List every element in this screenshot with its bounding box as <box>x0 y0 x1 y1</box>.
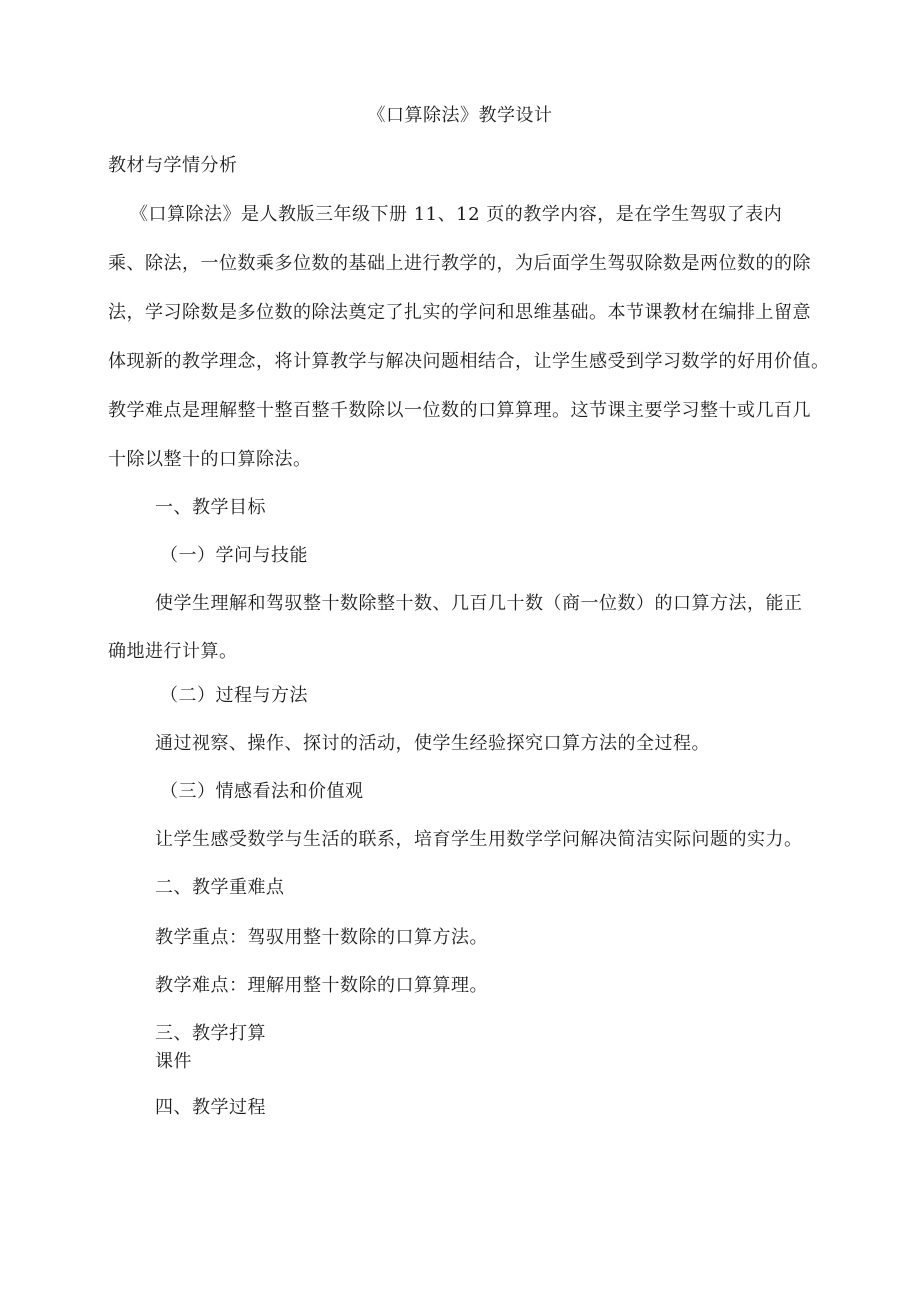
analysis-line-1: 《口算除法》是人教版三年级下册 11、12 页的教学内容，是在学生驾驭了表内 <box>130 204 783 225</box>
section-heading-analysis: 教材与学情分析 <box>108 155 238 176</box>
goal3-text: 让学生感受数学与生活的联系，培育学生用数学学问解决简洁实际问题的实力。 <box>155 829 803 850</box>
section-heading-process: 四、教学过程 <box>155 1097 266 1118</box>
analysis-line-3: 法，学习除数是多位数的除法奠定了扎实的学问和思维基础。本节课教材在编排上留意 <box>108 302 811 323</box>
section-heading-goals: 一、教学目标 <box>155 497 266 518</box>
difficult-point-text: 教学难点：理解用整十数除的口算算理。 <box>155 975 488 996</box>
analysis-line-6: 十除以整十的口算除法。 <box>108 449 312 470</box>
goal2-heading: （二）过程与方法 <box>160 685 308 706</box>
analysis-line-2: 乘、除法，一位数乘多位数的基础上进行教学的，为后面学生驾驭除数是两位数的的除 <box>108 253 811 274</box>
key-point-text: 教学重点：驾驭用整十数除的口算方法。 <box>155 927 488 948</box>
goal1-line-2: 确地进行计算。 <box>108 641 238 662</box>
analysis-line-5: 教学难点是理解整十整百整千数除以一位数的口算算理。这节课主要学习整十或几百几 <box>108 400 811 421</box>
goal2-text: 通过视察、操作、探讨的活动，使学生经验探究口算方法的全过程。 <box>155 733 710 754</box>
goal1-heading: （一）学问与技能 <box>160 545 308 566</box>
section-heading-key: 二、教学重难点 <box>155 877 285 898</box>
section-heading-prep: 三、教学打算 <box>155 1023 266 1044</box>
goal1-line-1: 使学生理解和驾驭整十数除整十数、几百几十数（商一位数）的口算方法，能正 <box>155 593 803 614</box>
page-title: 《口算除法》教学设计 <box>367 105 553 126</box>
prep-item: 课件 <box>155 1051 192 1072</box>
analysis-line-4: 体现新的教学理念，将计算教学与解决问题相结合，让学生感受到学习数学的好用价值。 <box>108 351 830 372</box>
goal3-heading: （三）情感看法和价值观 <box>160 781 364 802</box>
